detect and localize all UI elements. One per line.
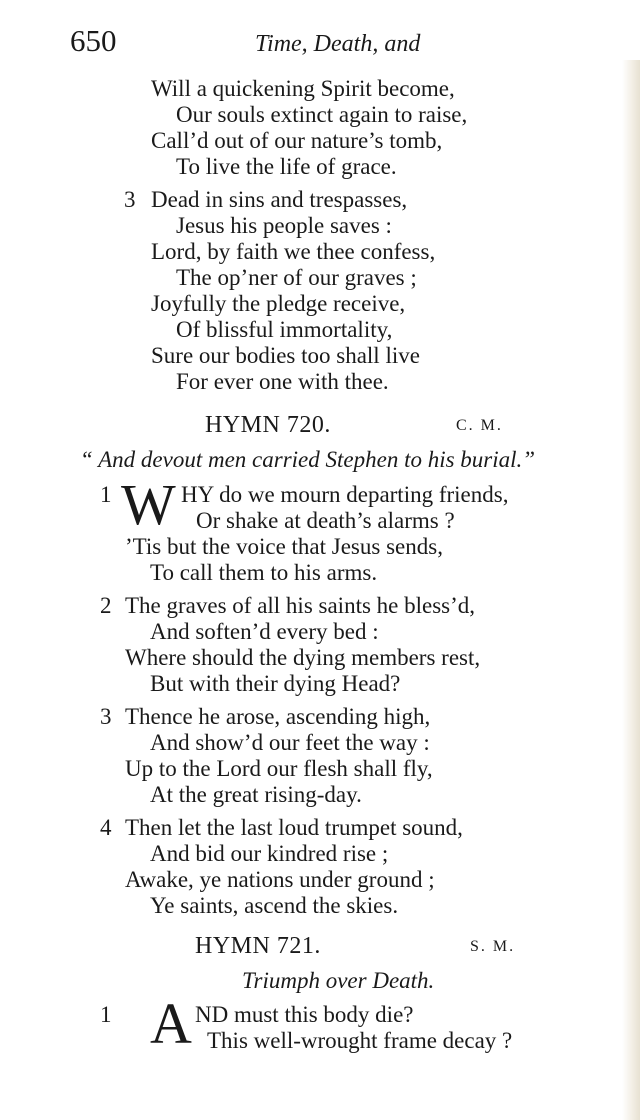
hymn-subtitle: Triumph over Death. <box>242 968 435 993</box>
verse-line: ND must this body die? <box>195 1002 414 1027</box>
hymn-meter: S. M. <box>470 938 516 955</box>
stanza-number: 1 <box>100 482 112 507</box>
verse-line: To call them to his arms. <box>150 560 378 585</box>
verse-line: At the great rising-day. <box>150 782 362 807</box>
page-edge <box>622 60 640 1120</box>
verse-line: For ever one with thee. <box>176 369 389 394</box>
verse-line: Joyfully the pledge receive, <box>151 291 406 316</box>
verse-line: Where should the dying members rest, <box>125 645 481 670</box>
verse-line: And show’d our feet the way : <box>150 730 430 755</box>
stanza-number: 3 <box>124 187 136 212</box>
drop-cap: A <box>150 991 192 1056</box>
verse-line: Ye saints, ascend the skies. <box>150 893 399 918</box>
stanza-number: 2 <box>100 593 112 618</box>
verse-line: Lord, by faith we thee confess, <box>151 239 436 264</box>
hymn-title: HYMN 720. <box>205 412 331 438</box>
verse-line: Then let the last loud trumpet sound, <box>125 815 463 840</box>
verse-line: The op’ner of our graves ; <box>176 265 417 290</box>
verse-line: This well-wrought frame decay ? <box>207 1028 513 1053</box>
verse-line: Sure our bodies too shall live <box>151 343 420 368</box>
running-title: Time, Death, and <box>255 31 421 57</box>
verse-line: Of blissful immortality, <box>176 317 393 342</box>
verse-line: Awake, ye nations under ground ; <box>125 867 435 892</box>
hymn-meter: C. M. <box>456 417 503 434</box>
verse-line: And bid our kindred rise ; <box>150 841 389 866</box>
drop-cap: W <box>121 472 176 537</box>
stanza-number: 1 <box>100 1002 112 1027</box>
verse-line: And soften’d every bed : <box>150 619 379 644</box>
stanza-number: 3 <box>100 704 112 729</box>
verse-line: Up to the Lord our flesh shall fly, <box>125 756 433 781</box>
verse-line: Or shake at death’s alarms ? <box>196 508 455 533</box>
hymn-motto: “ And devout men carried Stephen to his burial.” <box>80 447 536 472</box>
verse-line: Will a quickening Spirit become, <box>151 76 455 101</box>
verse-line: Dead in sins and trespasses, <box>151 187 408 212</box>
verse-line: To live the life of grace. <box>176 154 397 179</box>
verse-line: The graves of all his saints he bless’d, <box>125 593 476 618</box>
hymn-title: HYMN 721. <box>195 933 321 959</box>
verse-line: Thence he arose, ascending high, <box>125 704 431 729</box>
page-number: 650 <box>70 23 117 58</box>
verse-line: ’Tis but the voice that Jesus sends, <box>125 534 443 559</box>
verse-line: But with their dying Head? <box>150 671 401 696</box>
stanza-number: 4 <box>100 815 112 840</box>
verse-line: Jesus his people saves : <box>176 213 392 238</box>
verse-line: HY do we mourn departing friends, <box>181 482 509 507</box>
verse-line: Our souls extinct again to raise, <box>176 102 468 127</box>
verse-line: Call’d out of our nature’s tomb, <box>151 128 443 153</box>
